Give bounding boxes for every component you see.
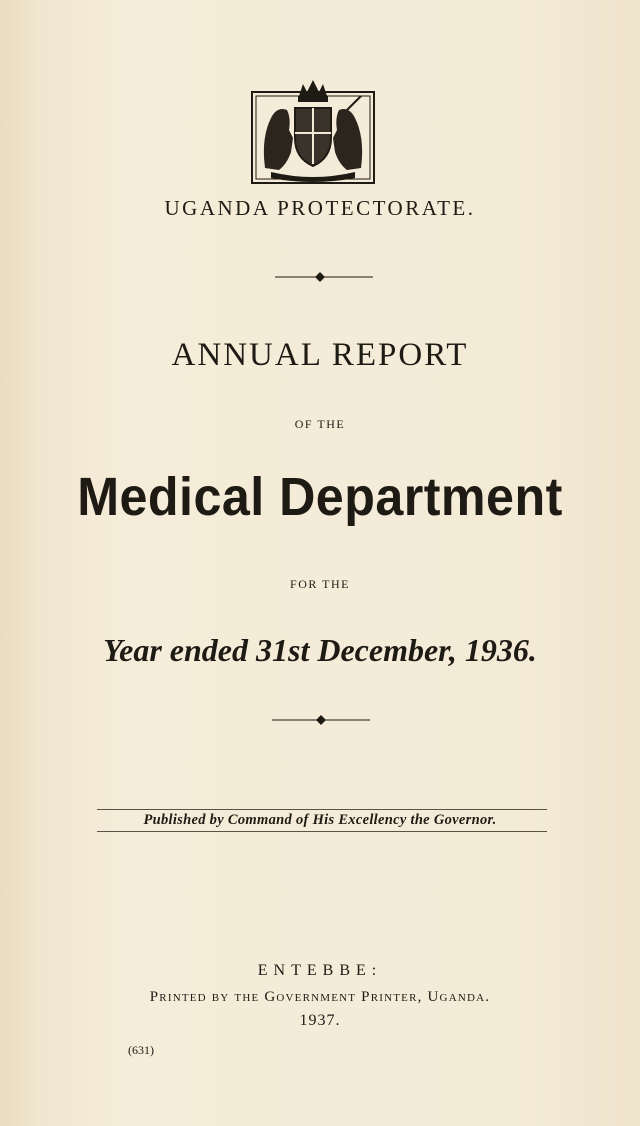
for-the-label: FOR THE [290,577,350,591]
report-period: Year ended 31st December, 1936. [103,632,537,668]
royal-coat-of-arms-icon [251,78,375,184]
publication-notice: Published by Command of His Excellency the Governor. [143,812,497,828]
department-title: Medical Department [77,467,563,527]
imprint-place: ENTEBBE: [257,962,383,979]
imprint-printer: Printed by the Government Printer, Uganda. [149,989,491,1005]
upper-divider [97,809,547,810]
protectorate-heading: UGANDA PROTECTORATE. [164,196,476,220]
report-title: ANNUAL REPORT [171,337,469,373]
of-the-label: OF THE [294,417,346,431]
print-code: (631) [128,1043,154,1057]
lower-divider [97,831,547,832]
imprint-year: 1937. [299,1012,341,1029]
diamond-rule-icon [272,714,370,726]
diamond-rule-icon [275,271,373,283]
